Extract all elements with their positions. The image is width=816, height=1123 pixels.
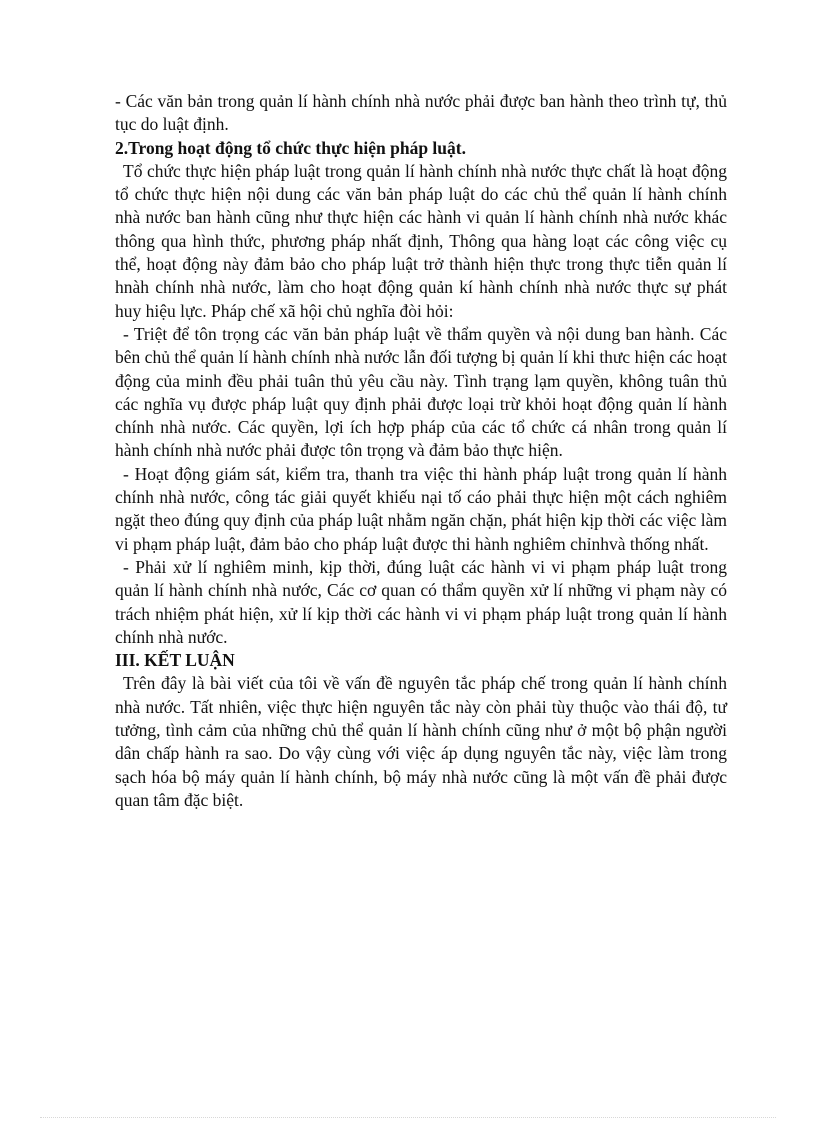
paragraph-bullet-4: - Phải xử lí nghiêm minh, kịp thời, đúng luật các hành vi vi phạm pháp luật trong quản lí hành chính nhà nước, Các cơ quan có thẩm quyền xử lí những vi phạm này có trách nhiệm phát hiện, xử lí kịp thời các hành vi vi phạm pháp luật trong quản lí hành chính nhà nước. — [115, 556, 727, 647]
paragraph-bullet-1: - Các văn bản trong quản lí hành chính nhà nước phải được ban hành theo trình tự, thủ tục do luật định. — [115, 91, 727, 135]
paragraph-conclusion: Trên đây là bài viết của tôi về vấn đề nguyên tắc pháp chế trong quản lí hành chính nhà nước. Tất nhiên, việc thực hiện nguyên tắc này còn phải tùy thuộc vào thái độ, tư tưởng, tình cảm của những chủ thể quản lí hành chính cũng như ở một bộ phận người dân chấp hành ra sao. Do vậy cùng với việc áp dụng nguyên tắc này, việc làm trong sạch hóa bộ máy quản lí hành chính, bộ máy nhà nước cũng là một vấn đề phải được quan tâm đặc biệt. — [115, 673, 727, 810]
section-heading-2: 2.Trong hoạt động tổ chức thực hiện pháp luật. — [115, 137, 466, 158]
page-bottom-divider — [40, 1117, 776, 1118]
paragraph-bullet-2: - Triệt để tôn trọng các văn bản pháp luật về thẩm quyền và nội dung ban hành. Các bên chủ thể quản lí hành chính nhà nước lẫn đối tượng bị quản lí khi thưc hiện các hoạt động của minh đều phải tuân thủ yêu cầu này. Tình trạng lạm quyền, không tuân thủ các nghĩa vụ được pháp luật quy định phải được loại trừ khỏi hoạt động quản lí hành chính nhà nước. Các quyền, lợi ích hợp pháp của các tổ chức cá nhân trong quản lí hành chính nhà nước phải được tôn trọng và đảm bảo thực hiện. — [115, 323, 727, 461]
document-page — [115, 90, 727, 812]
paragraph-bullet-3: - Hoạt động giám sát, kiểm tra, thanh tra việc thi hành pháp luật trong quản lí hành chính nhà nước, công tác giải quyết khiếu nại tố cáo phải thực hiện một cách nghiêm ngặt theo đúng quy định của pháp luật nhằm ngăn chặn, phát hiện kịp thời các việc làm vi phạm pháp luật, đảm bảo cho pháp luật được thi hành nghiêm chỉnhvà thống nhất. — [115, 463, 727, 554]
paragraph-body-1: Tổ chức thực hiện pháp luật trong quản lí hành chính nhà nước thực chất là hoạt động tổ chức thực hiện nội dung các văn bản pháp luật do các chủ thể quản lí hành chính nhà nước ban hành cũng như thực hiện các hành vi quản lí hành chính nhà nước khác thông qua hình thức, phương pháp nhất định, Thông qua hàng loạt các công việc cụ thể, hoạt động này đảm bảo cho pháp luật trở thành hiện thực trong thực tiễn quản lí hnàh chính nhà nước, làm cho hoạt động quản kí hành chính nhà nước thực sự phát huy hiệu lực. Pháp chế xã hội chủ nghĩa đòi hỏi: — [115, 160, 727, 321]
section-heading-3: III. KẾT LUẬN — [115, 650, 235, 671]
